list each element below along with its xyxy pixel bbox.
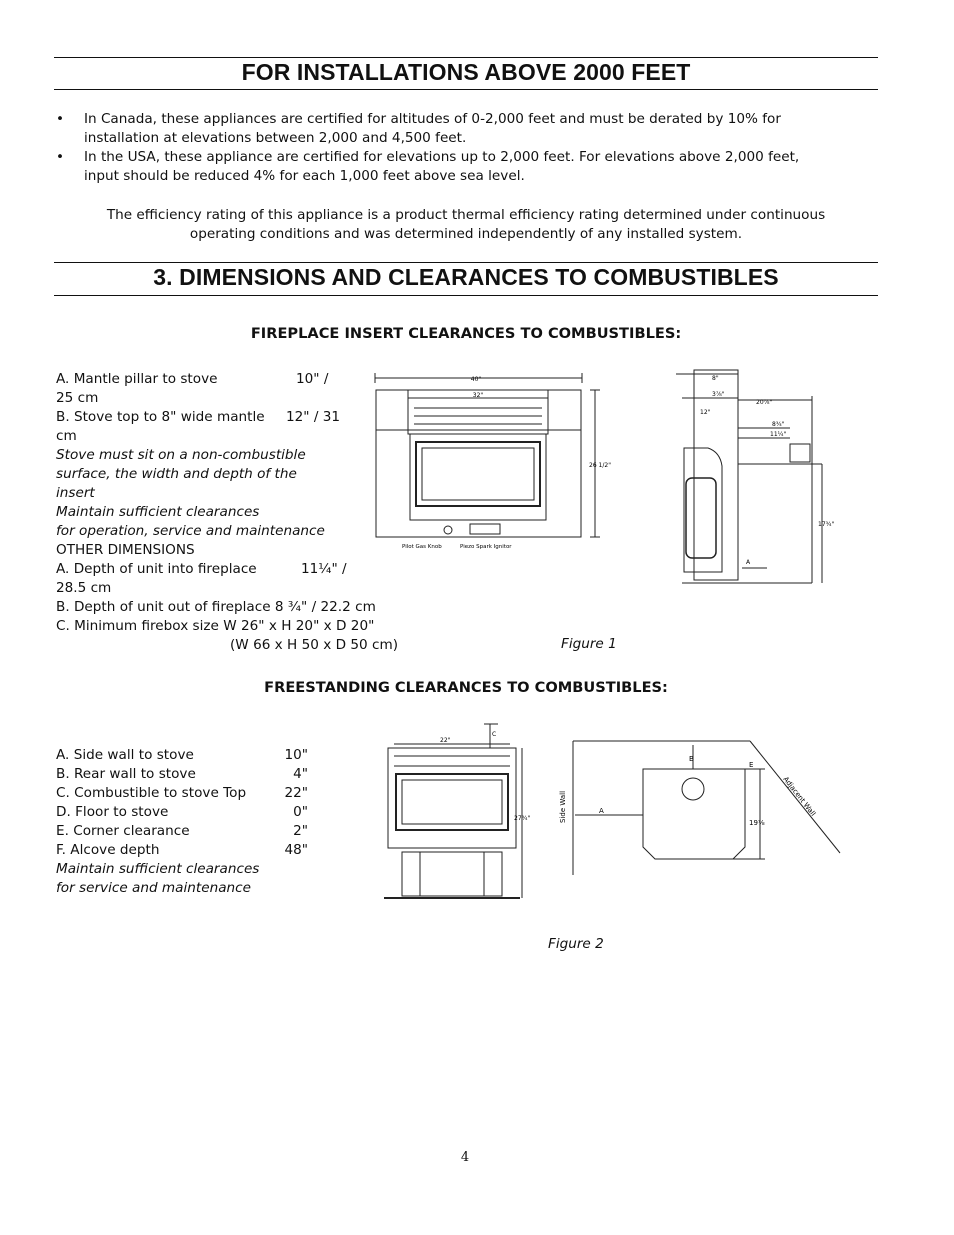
svg-text:Piezo Spark Ignitor: Piezo Spark Ignitor <box>460 544 512 550</box>
stove-body <box>388 748 516 848</box>
list-item: A. Mantle pillar to stove 10" / <box>56 371 329 387</box>
list-item: B. Stove top to 8" wide mantle 12" / 31 <box>56 409 341 425</box>
svg-text:C: C <box>492 731 497 738</box>
pilot-gas-knob-icon <box>444 526 452 534</box>
efficiency-statement: The efficiency rating of this appliance is a product thermal efficiency rating determined under continuous operating conditions and was determined independently of any installed system. <box>106 207 826 242</box>
insert-clearances-heading: FIREPLACE INSERT CLEARANCES TO COMBUSTIBLES: <box>250 325 682 342</box>
list-item: 25 cm <box>56 390 99 406</box>
list-item: D. Floor to stove 0" <box>56 804 308 820</box>
list-item: C. Minimum firebox size W 26" x H 20" x D 20" <box>56 618 375 634</box>
list-item: A. Depth of unit into fireplace 11¼" / <box>56 561 347 577</box>
svg-text:E: E <box>749 761 754 769</box>
svg-text:12": 12" <box>700 409 711 416</box>
bullet-usa: • In the USA, these appliance are certified for elevations up to 2,000 feet. For elevations above 2,000 feet, input should be reduced 4% for each 1,000 feet above sea level. <box>56 149 800 184</box>
svg-text:32": 32" <box>472 392 484 399</box>
title-rule-top <box>54 57 878 58</box>
freestanding-clearance-list <box>56 746 316 898</box>
figure1-front-view <box>370 370 620 555</box>
insert-clearance-list <box>56 370 399 655</box>
figure2-front-view <box>380 722 530 904</box>
bullet-icon: • <box>56 111 65 127</box>
section-title-dimensions: 3. DIMENSIONS AND CLEARANCES TO COMBUSTIBLES <box>153 264 779 290</box>
list-item: surface, the width and depth of the <box>56 466 297 482</box>
control-panel <box>470 524 500 534</box>
altitude-bullet-list <box>56 110 876 186</box>
svg-text:A: A <box>746 559 751 566</box>
flue-outlet-icon <box>682 778 704 800</box>
svg-text:3⅞": 3⅞" <box>712 391 725 398</box>
list-item: OTHER DIMENSIONS <box>56 542 195 558</box>
stove-body <box>410 434 546 520</box>
list-item: insert <box>56 485 95 501</box>
list-item: E. Corner clearance 2" <box>56 823 308 839</box>
figure2-caption: Figure 2 <box>548 936 604 952</box>
svg-text:11¼": 11¼" <box>770 431 787 438</box>
svg-text:8": 8" <box>712 375 719 382</box>
svg-text:Adjacent Wall: Adjacent Wall <box>781 775 818 818</box>
list-item: C. Combustible to stove Top 22" <box>56 785 308 801</box>
section-title-altitude: FOR INSTALLATIONS ABOVE 2000 FEET <box>241 59 691 85</box>
page-number: 4 <box>460 1150 470 1165</box>
glass-door <box>396 774 508 830</box>
svg-text:17¾": 17¾" <box>818 521 835 528</box>
pedestal <box>402 852 502 896</box>
list-item: F. Alcove depth 48" <box>56 842 308 858</box>
svg-text:27¾": 27¾" <box>514 815 530 822</box>
stove-footprint <box>643 769 745 859</box>
list-item: 28.5 cm <box>56 580 112 596</box>
freestanding-clearances-heading: FREESTANDING CLEARANCES TO COMBUSTIBLES: <box>264 679 668 696</box>
svg-text:26 1/2": 26 1/2" <box>589 462 611 469</box>
bullet-canada: • In Canada, these appliances are certified for altitudes of 0-2,000 feet and must be derated by 10% for installation at elevations between 2,000 and 4,500 feet. <box>56 111 781 146</box>
bullet-icon: • <box>56 149 65 165</box>
title-rule-top <box>54 262 878 263</box>
list-item: Maintain sufficient clearances <box>56 504 260 520</box>
glass-door <box>416 442 540 506</box>
mantle-outline <box>376 390 581 537</box>
list-item: Stove must sit on a non-combustible <box>56 447 306 463</box>
svg-text:B: B <box>689 755 694 763</box>
svg-text:8¾": 8¾" <box>772 421 785 428</box>
title-rule-bottom <box>54 295 878 296</box>
svg-text:Pilot Gas Knob: Pilot Gas Knob <box>402 544 442 550</box>
figure1-caption: Figure 1 <box>561 636 617 652</box>
svg-text:22": 22" <box>440 737 451 744</box>
vent-block <box>790 444 810 462</box>
list-item: Maintain sufficient clearances <box>56 861 260 877</box>
svg-text:A: A <box>599 807 604 815</box>
list-item: cm <box>56 428 77 444</box>
list-item: B. Rear wall to stove 4" <box>56 766 308 782</box>
figure1-side-view <box>672 368 842 593</box>
list-item: B. Depth of unit out of fireplace 8 ¾" / 22.2 cm <box>56 599 376 615</box>
list-item: A. Side wall to stove 10" <box>56 747 308 763</box>
svg-text:Side Wall: Side Wall <box>559 790 567 823</box>
figure2-plan-view <box>555 735 845 885</box>
svg-text:40": 40" <box>470 376 482 383</box>
svg-text:20⅞": 20⅞" <box>756 399 773 406</box>
title-rule-bottom <box>54 89 878 90</box>
list-item: for service and maintenance <box>56 880 251 896</box>
svg-text:19⅞: 19⅞ <box>749 819 765 827</box>
list-item: (W 66 x H 50 x D 50 cm) <box>230 637 399 653</box>
list-item: for operation, service and maintenance <box>56 523 325 539</box>
